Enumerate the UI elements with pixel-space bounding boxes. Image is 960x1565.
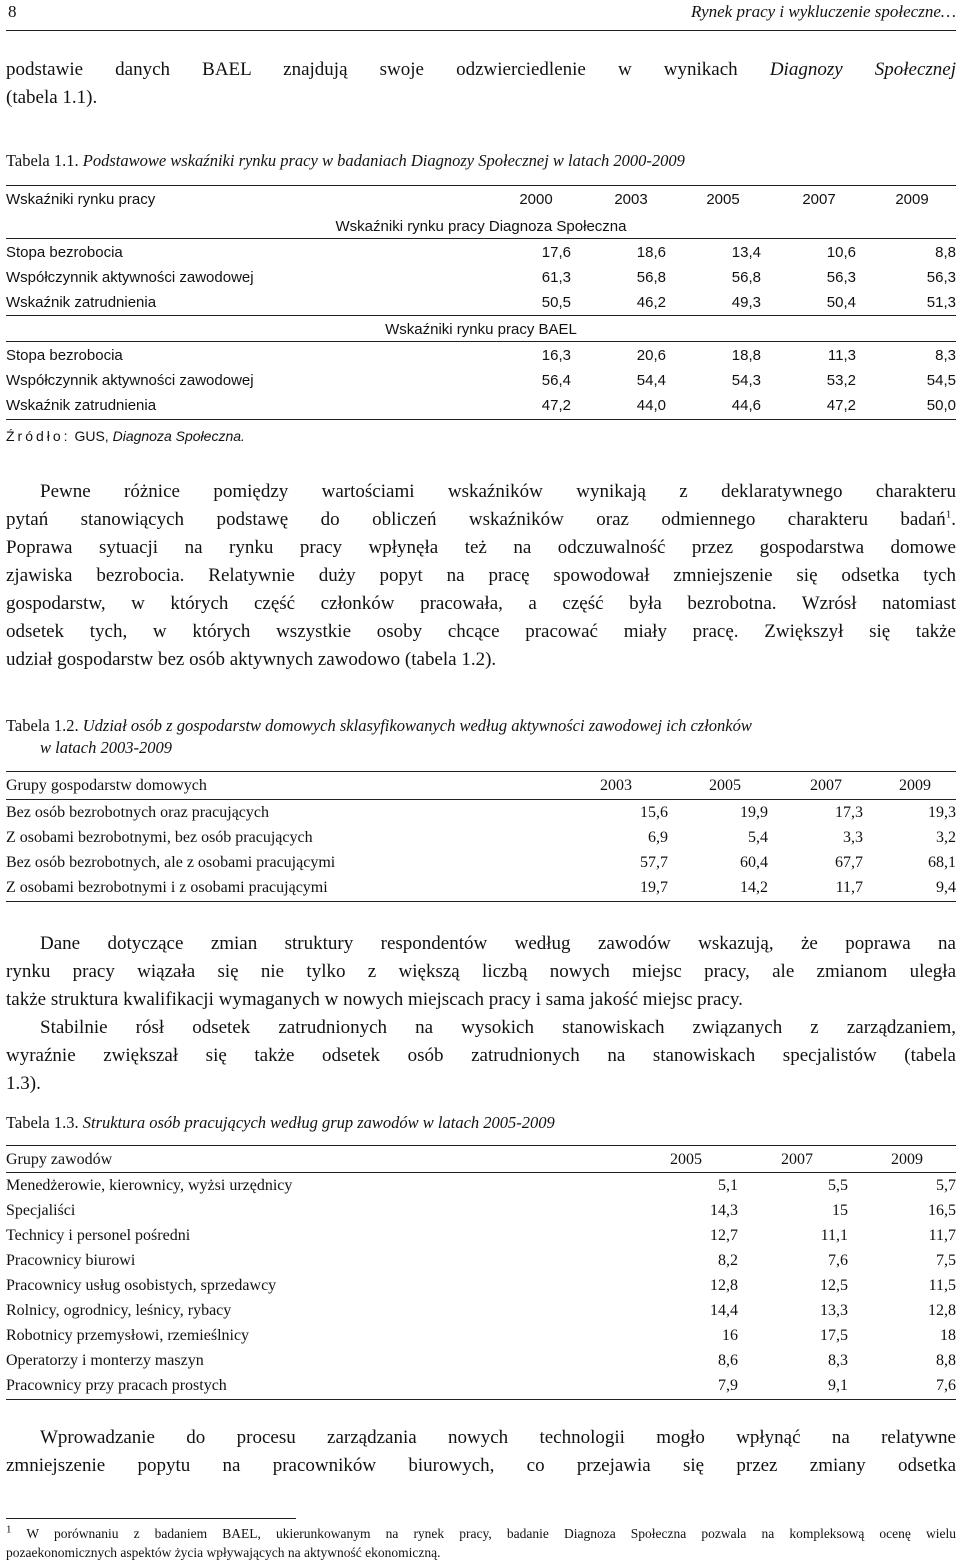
- table-row: Stopa bezrobocia 16,3 20,6 18,8 11,3 8,3: [6, 347, 956, 364]
- text-line: 1.3).: [6, 1073, 41, 1094]
- table-group-title: Wskaźniki rynku pracy BAEL: [385, 321, 577, 338]
- column-header: Grupy zawodów: [6, 1151, 113, 1168]
- table-row: Z osobami bezrobotnymi i z osobami pracującymi 19,7 14,2 11,7 9,4: [6, 879, 956, 896]
- table-row: Operatorzy i monterzy maszyn 8,6 8,3 8,8: [6, 1352, 956, 1369]
- column-header: 2007: [781, 1151, 813, 1168]
- column-header: 2000: [519, 191, 553, 208]
- column-header: Wskaźniki rynku pracy: [6, 191, 156, 208]
- footnote-mark: 1: [6, 1523, 12, 1536]
- text-line: odsetek tych, w których wszystkie osoby chcące pracować miały pracę. Zwiększył się także: [6, 621, 956, 642]
- table-row: Współczynnik aktywności zawodowej 56,4 54,4 54,3 53,2 54,5: [6, 372, 956, 389]
- text-line: Poprawa sytuacji na rynku pracy wpłynęła też na odczuwalność przez gospodarstwa domowe: [6, 537, 956, 558]
- column-header: 2009: [895, 191, 929, 208]
- table-row: Bez osób bezrobotnych oraz pracujących 15,6 19,9 17,3 19,3: [6, 804, 956, 821]
- paragraph-3: [6, 930, 956, 1014]
- table-header-row: [6, 187, 956, 212]
- paragraph-intro: [6, 56, 956, 112]
- text-line: podstawie danych BAEL znajdują swoje odzwierciedlenie w wynikach Diagnozy Społecznej: [6, 59, 957, 80]
- table-row: Pracownicy biurowi 8,2 7,6 7,5: [6, 1252, 956, 1269]
- table-header-row: [6, 1147, 956, 1172]
- column-header: 2009: [891, 1151, 923, 1168]
- table-rule: [6, 315, 956, 316]
- text-line: także struktura kwalifikacji wymaganych w nowych miejscach pracy i sama jakość miejsc pracy.: [6, 989, 743, 1010]
- table-row: Pracownicy przy pracach prostych 7,9 9,1 7,6: [6, 1377, 956, 1394]
- paragraph-2: [6, 478, 956, 674]
- table-row: Stopa bezrobocia 17,6 18,6 13,4 10,6 8,8: [6, 244, 956, 261]
- table-row: Robotnicy przemysłowi, rzemieślnicy 16 17,5 18: [6, 1327, 956, 1344]
- table-row: Specjaliści 14,3 15 16,5: [6, 1202, 956, 1219]
- table-row: Bez osób bezrobotnych, ale z osobami pracującymi 57,7 60,4 67,7 68,1: [6, 854, 956, 871]
- column-header: 2005: [709, 777, 741, 794]
- column-header: 2003: [614, 191, 648, 208]
- table-row: Menedżerowie, kierownicy, wyżsi urzędnicy 5,1 5,5 5,7: [6, 1177, 956, 1194]
- running-header: [6, 0, 956, 31]
- table-row: Pracownicy usług osobistych, sprzedawcy 12,8 12,5 11,5: [6, 1277, 956, 1294]
- table-1-caption: Tabela 1.1. Podstawowe wskaźniki rynku pracy w badaniach Diagnozy Społecznej w latach 2000-2009: [6, 151, 685, 170]
- table-2-caption: Tabela 1.2. Udział osób z gospodarstw domowych sklasyfikowanych według aktywności zawodowej ich członków w latach 2003-2009: [6, 716, 752, 757]
- text-line: gospodarstw, w których część członków pracowała, a część była bezrobotna. Wzrósł natomiast: [6, 593, 956, 614]
- column-header: 2007: [802, 191, 836, 208]
- text-line: rynku pracy wiązała się nie tylko z większą liczbą nowych miejsc pracy, ale zmianom uległa: [6, 961, 956, 982]
- table-row: Z osobami bezrobotnymi, bez osób pracujących 6,9 5,4 3,3 3,2: [6, 829, 956, 846]
- text-line: Dane dotyczące zmian struktury respondentów według zawodów wskazują, że poprawa na: [40, 933, 956, 954]
- column-header: 2007: [810, 777, 842, 794]
- column-header: Grupy gospodarstw domowych: [6, 777, 207, 794]
- table-group-title: Wskaźniki rynku pracy Diagnoza Społeczna: [335, 218, 627, 235]
- table-row: Technicy i personel pośredni 12,7 11,1 11,7: [6, 1227, 956, 1244]
- table-header-row: [6, 773, 956, 798]
- column-header: 2003: [600, 777, 632, 794]
- text-line: zjawiska bezrobocia. Relatywnie duży popyt na pracę spowodował zmniejszenie się odsetka tych: [6, 565, 956, 586]
- footnote-ref: 1: [945, 508, 952, 521]
- table-row: Rolnicy, ogrodnicy, leśnicy, rybacy 14,4 13,3 12,8: [6, 1302, 956, 1319]
- footnote-separator: [6, 1518, 296, 1519]
- table-rule: [6, 341, 956, 342]
- text-line: wyraźnie zwiększał się także odsetek osób zatrudnionych na stanowiskach specjalistów (tabela: [6, 1045, 956, 1066]
- text-line: pytań stanowiących podstawę do obliczeń wskaźników oraz odmiennego charakteru badań$^1$.: [6, 508, 956, 530]
- table-3-caption: Tabela 1.3. Struktura osób pracujących według grup zawodów w latach 2005-2009: [6, 1113, 555, 1132]
- text-line: Stabilnie rósł odsetek zatrudnionych na wysokich stanowiskach związanych z zarządzaniem,: [40, 1017, 956, 1038]
- page-number: 8: [8, 2, 17, 21]
- table-rule: [6, 901, 956, 902]
- table-1-source: Źródło: GUS, Diagnoza Społeczna.: [6, 428, 245, 444]
- footnote: [6, 1524, 956, 1562]
- table-rule: [6, 1145, 956, 1146]
- footnote-line: pozaekonomicznych aspektów życia wpływających na aktywność ekonomiczną.: [6, 1545, 441, 1560]
- text-line: udział gospodarstw bez osób aktywnych zawodowo (tabela 1.2).: [6, 649, 497, 670]
- text-line: Wprowadzanie do procesu zarządzania nowych technologii mogło wpłynąć na relatywne: [40, 1427, 956, 1448]
- table-rule: [6, 1399, 956, 1400]
- text-line: (tabela 1.1).: [6, 87, 98, 108]
- column-header: 2005: [670, 1151, 702, 1168]
- table-row: Wskaźnik zatrudnienia 50,5 46,2 49,3 50,4 51,3: [6, 294, 956, 311]
- text-line: zmniejszenie popytu na pracowników biurowych, co przejawia się przez zmiany odsetka: [6, 1455, 956, 1476]
- table-row: Wskaźnik zatrudnienia 47,2 44,0 44,6 47,2 50,0: [6, 397, 956, 414]
- table-rule: [6, 419, 956, 420]
- column-header: 2005: [706, 191, 740, 208]
- running-title: Rynek pracy i wykluczenie społeczne…: [691, 2, 956, 21]
- text-line: Pewne różnice pomiędzy wartościami wskaźników wynikają z deklaratywnego charakteru: [40, 481, 956, 502]
- footnote-line: $^1$ W porównaniu z badaniem BAEL, ukierunkowanym na rynek pracy, badanie Diagnoza Społeczna pozwala na kompleksową ocenę wielu: [6, 1523, 956, 1541]
- table-row: Współczynnik aktywności zawodowej 61,3 56,8 56,8 56,3 56,3: [6, 269, 956, 286]
- paragraph-5: [6, 1424, 956, 1480]
- table-rule: [6, 185, 956, 186]
- paragraph-4: [6, 1014, 956, 1098]
- table-rule: [6, 238, 956, 239]
- table-rule: [6, 771, 956, 772]
- column-header: 2009: [899, 777, 931, 794]
